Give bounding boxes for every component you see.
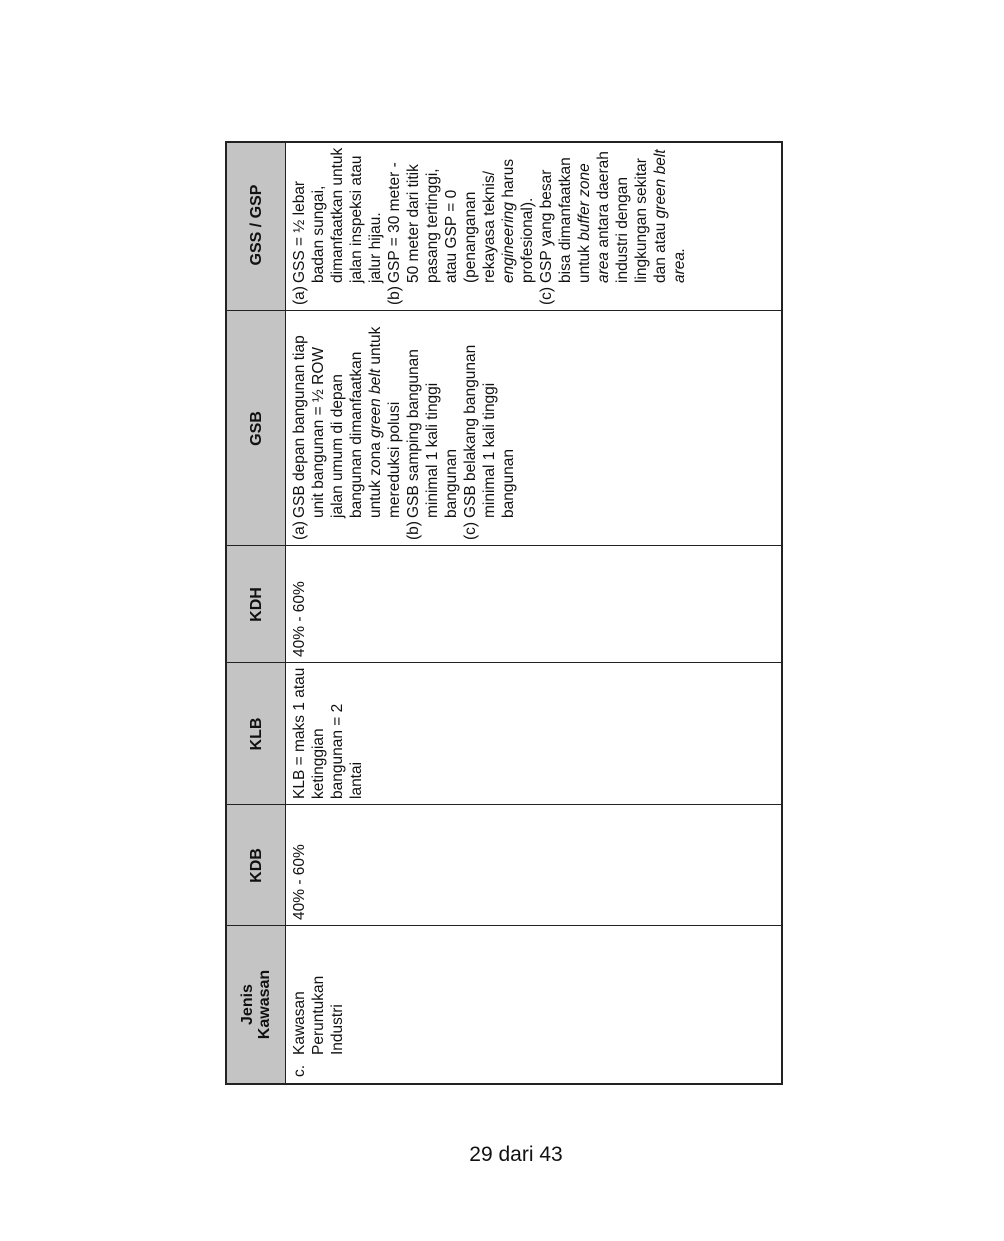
rotated-table-container (225, 141, 783, 1085)
header-kdb: KDB (247, 848, 265, 883)
zoning-table (225, 141, 783, 1085)
gss-item-label: (b) (386, 286, 403, 305)
gss-item-b (385, 143, 537, 305)
header-klb: KLB (247, 717, 265, 751)
header-jenis-kawasan: Jenis Kawasan (239, 969, 273, 1040)
cell-gss-gsp (285, 139, 781, 311)
gsb-item-label: (b) (405, 521, 422, 540)
gss-c-text-mid: antara daerah industri dengan lingkungan sekitar dan atau (595, 151, 669, 283)
gsb-b-text: GSB samping bangunan minimal 1 kali tinggi bangunan (405, 349, 460, 518)
table-header-row (227, 143, 286, 1083)
jenis-kawasan-text: Kawasan Peruntukan Industri (291, 975, 346, 1055)
gsb-item-label: (c) (462, 521, 479, 540)
cell-klb (285, 663, 781, 805)
kdb-value: 40% - 60% (291, 844, 308, 920)
gss-item-c (537, 143, 689, 305)
header-gss-gsp: GSS / GSP (247, 184, 265, 266)
gsb-a-italic: green belt (367, 368, 384, 438)
klb-value: KLB = maks 1 atau ketinggian bangunan = 2 lantai (291, 667, 365, 799)
header-gsb: GSB (247, 411, 265, 446)
cell-gsb (285, 311, 781, 546)
gss-item-a (290, 143, 385, 305)
gss-c-italic-end: green belt area. (652, 149, 688, 283)
gss-a-text: GSS = ½ lebar badan sungai, dimanfaatkan untuk jalan inspeksi atau jalur hijau. (291, 147, 384, 283)
cell-jenis-kawasan (285, 926, 781, 1083)
gss-b-text-end: harus profesional). (500, 158, 536, 283)
gss-b-italic: engineering (500, 201, 517, 283)
gsb-a-text-end: untuk mereduksi polusi (367, 326, 403, 518)
gss-b-text: GSP = 30 meter - 50 meter dari titik pasang tertinggi, atau GSP = 0 (penanganan rekayasa teknis/ (386, 162, 498, 283)
gss-item-label: (c) (538, 286, 555, 305)
gsb-a-text: GSB depan bangunan tiap unit bangunan = ½ ROW jalan umum di depan bangunan dimanfaatkan untuk zona (291, 335, 384, 518)
jenis-item-label: c. (291, 1064, 308, 1077)
gsb-c-text: GSB belakang bangunan minimal 1 kali tinggi bangunan (462, 344, 517, 518)
header-kdh: KDH (247, 587, 265, 622)
gsb-item-a (290, 315, 404, 540)
kdh-value: 40% - 60% (291, 581, 308, 657)
cell-kdh (285, 546, 781, 663)
cell-kdb (285, 805, 781, 926)
gss-c-text: GSP yang besar bisa dimanfaatkan untuk (538, 157, 593, 283)
gss-item-label: (a) (291, 286, 308, 305)
gsb-item-label: (a) (291, 521, 308, 540)
gsb-item-b (404, 315, 461, 540)
gsb-item-c (461, 315, 518, 540)
page-number: 29 dari 43 (469, 1143, 563, 1166)
gss-c-italic: buffer zone area (576, 163, 612, 283)
